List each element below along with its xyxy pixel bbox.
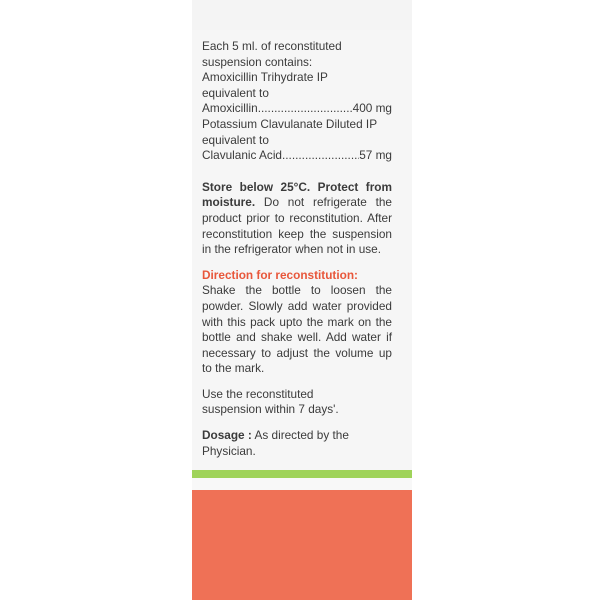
clavulanic-label: Clavulanic Acid xyxy=(202,148,282,163)
storage-instructions xyxy=(202,180,392,258)
white-stripe xyxy=(192,478,412,490)
leader-dots xyxy=(258,101,353,117)
storage-text: Do not refrigerate the product prior to reconstitution. After reconstitution keep the suspension in the refrigerator when not in use. xyxy=(202,195,392,257)
amoxicillin-dose-row xyxy=(202,101,392,117)
orange-band xyxy=(192,490,412,600)
reconstitution-heading: Direction for reconstitution: xyxy=(202,267,358,282)
dosage-text: As directed by the Physician. xyxy=(202,428,349,458)
dosage-label: Dosage : xyxy=(202,428,252,443)
composition-line-1: Each 5 ml. of reconstituted xyxy=(202,39,342,53)
leader-dots xyxy=(282,148,359,164)
green-stripe xyxy=(192,470,412,478)
dosage-instructions xyxy=(202,428,362,459)
label-text xyxy=(202,39,392,485)
amoxicillin-label: Amoxicillin xyxy=(202,101,258,116)
medicine-carton-panel xyxy=(192,0,412,600)
clavulanic-value: 57 mg xyxy=(359,148,392,163)
amoxicillin-trihydrate: Amoxicillin Trihydrate IP xyxy=(202,70,328,85)
composition-line-2: suspension contains: xyxy=(202,54,313,69)
equivalent-to-2: equivalent to xyxy=(202,132,269,147)
use-within-note: Use the reconstituted suspension within 7 days'. xyxy=(202,386,339,417)
equivalent-to-1: equivalent to xyxy=(202,85,269,100)
potassium-clavulanate: Potassium Clavulanate Diluted IP xyxy=(202,116,378,131)
clavulanic-dose-row xyxy=(202,148,392,164)
storage-bold: Store below 25°C. Protect from moisture. xyxy=(202,179,392,210)
amoxicillin-value: 400 mg xyxy=(352,101,392,116)
reconstitution-text: Shake the bottle to loosen the powder. Slowly add water provided with this pack upto the mark on the bottle and shake well. Add water if necessary to adjust the volume up to the mark. xyxy=(202,283,392,376)
